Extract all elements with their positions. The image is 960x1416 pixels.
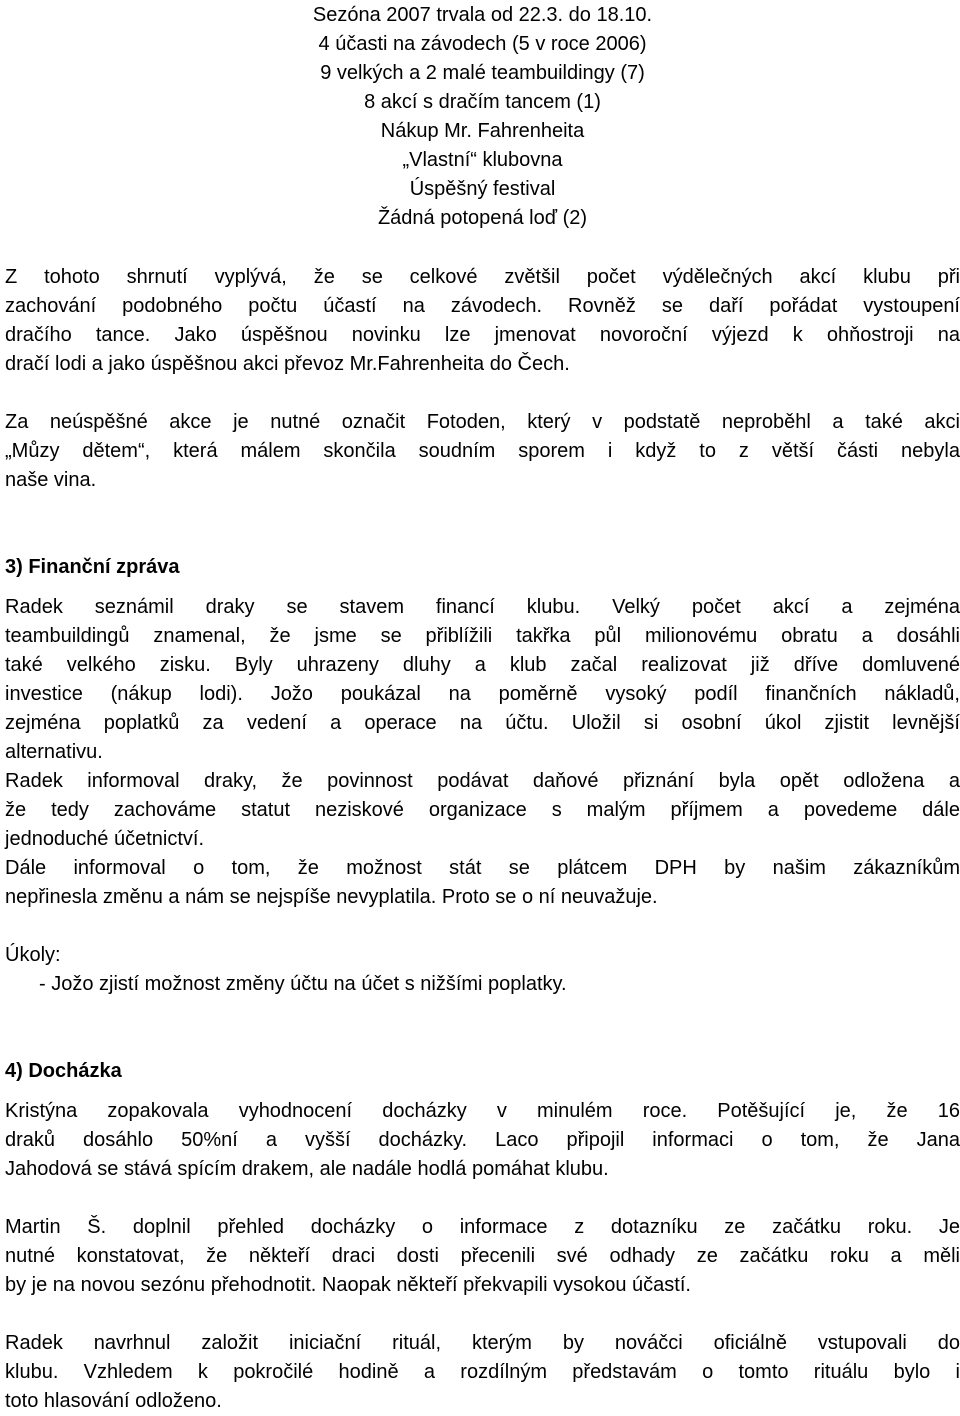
- summary-item: 9 velkých a 2 malé teambuildingy (7): [320, 62, 645, 84]
- text-line: Z tohoto shrnutí vyplývá, že se celkové zvětšil počet výdělečných akcí klubu při: [5, 266, 960, 288]
- text-line: nepřinesla změnu a nám se nejspíše nevyplatila. Proto se o ní neuvažuje.: [5, 886, 658, 908]
- summary-paragraph: [5, 263, 960, 379]
- text-line: také velkého zisku. Byly uhrazeny dluhy a klub začal realizovat již dříve domluvené: [5, 654, 960, 676]
- text-line: zejména poplatků za vedení a operace na účtu. Uložil si osobní úkol zjistit levnější: [5, 712, 960, 734]
- text-line: dračího tance. Jako úspěšnou novinku lze jmenovat novoroční výjezd k ohňostroji na: [5, 324, 960, 346]
- text-line: teambuildingů znamenal, že jsme se přiblížili takřka půl milionovému obratu a dosáhli: [5, 625, 960, 647]
- text-line: že tedy zachováme statut neziskové organizace s malým příjmem a povedeme dále: [5, 799, 960, 821]
- text-line: Za neúspěšné akce je nutné označit Fotoden, který v podstatě neproběhl a také akci: [5, 411, 960, 433]
- unsuccessful-paragraph: [5, 408, 960, 495]
- text-line: Dále informoval o tom, že možnost stát se plátcem DPH by našim zákazníkům: [5, 857, 960, 879]
- text-line: investice (nákup lodi). Jožo poukázal na poměrně vysoký podíl finančních nákladů,: [5, 683, 960, 705]
- document-page: [5, 0, 960, 1416]
- text-line: Radek navrhnul založit iniciační rituál, kterým by nováčci oficiálně vstupovali do: [5, 1332, 960, 1354]
- text-line: toto hlasování odloženo.: [5, 1390, 222, 1412]
- text-line: „Můzy dětem“, která málem skončila soudním sporem i když to z větší části nebyla: [5, 440, 960, 462]
- tasks-label: [5, 941, 960, 970]
- summary-item: 4 účasti na závodech (5 v roce 2006): [318, 33, 647, 55]
- finance-paragraph-1: [5, 593, 960, 767]
- attendance-paragraph-3: [5, 1329, 960, 1416]
- summary-item: 8 akcí s dračím tancem (1): [364, 91, 601, 113]
- attendance-paragraph-1: [5, 1097, 960, 1184]
- text-line: alternativu.: [5, 741, 103, 763]
- text-line: jednoduché účetnictví.: [5, 828, 205, 850]
- text-line: Kristýna zopakovala vyhodnocení docházky v minulém roce. Potěšující je, že 16: [5, 1100, 960, 1122]
- text-line: draků dosáhlo 50%ní a vyšší docházky. Laco připojil informaci o tom, že Jana: [5, 1129, 960, 1151]
- summary-item: Žádná potopená loď (2): [377, 207, 588, 229]
- text-line: klubu. Vzhledem k pokročilé hodině a rozdílným představám o tomto rituálu bylo i: [5, 1361, 960, 1383]
- season-summary-list: [5, 0, 960, 233]
- section-heading-finance: 3) Finanční zpráva: [5, 556, 180, 578]
- text-line: Radek informoval draky, že povinnost podávat daňové přiznání byla opět odložena a: [5, 770, 960, 792]
- summary-item: Nákup Mr. Fahrenheita: [380, 120, 585, 142]
- summary-item: „Vlastní“ klubovna: [402, 149, 563, 171]
- text-line: Martin Š. doplnil přehled docházky o informace z dotazníku ze začátku roku. Je: [5, 1216, 960, 1238]
- section-heading-attendance: 4) Docházka: [5, 1060, 122, 1082]
- summary-item: Úspěšný festival: [409, 178, 556, 200]
- text-line: naše vina.: [5, 469, 97, 491]
- text-line: nutné konstatovat, že někteří draci dosti přecenili své odhady ze začátku roku a měli: [5, 1245, 960, 1267]
- summary-item: Sezóna 2007 trvala od 22.3. do 18.10.: [312, 4, 653, 26]
- finance-paragraph-2: [5, 767, 960, 854]
- text-line: zachování podobného počtu účastí na závodech. Rovněž se daří pořádat vystoupení: [5, 295, 960, 317]
- finance-paragraph-3: [5, 854, 960, 912]
- text-line: dračí lodi a jako úspěšnou akci převoz Mr.Fahrenheita do Čech.: [5, 353, 570, 375]
- text-line: Úkoly:: [5, 944, 61, 966]
- text-line: by je na novou sezónu přehodnotit. Naopak někteří překvapili vysokou účastí.: [5, 1274, 691, 1296]
- task-item: [5, 970, 960, 999]
- attendance-paragraph-2: [5, 1213, 960, 1300]
- text-line: Radek seznámil draky se stavem financí klubu. Velký počet akcí a zejména: [5, 596, 960, 618]
- text-line: Jahodová se stává spícím drakem, ale nadále hodlá pomáhat klubu.: [5, 1158, 609, 1180]
- text-line: - Jožo zjistí možnost změny účtu na účet s nižšími poplatky.: [39, 973, 567, 995]
